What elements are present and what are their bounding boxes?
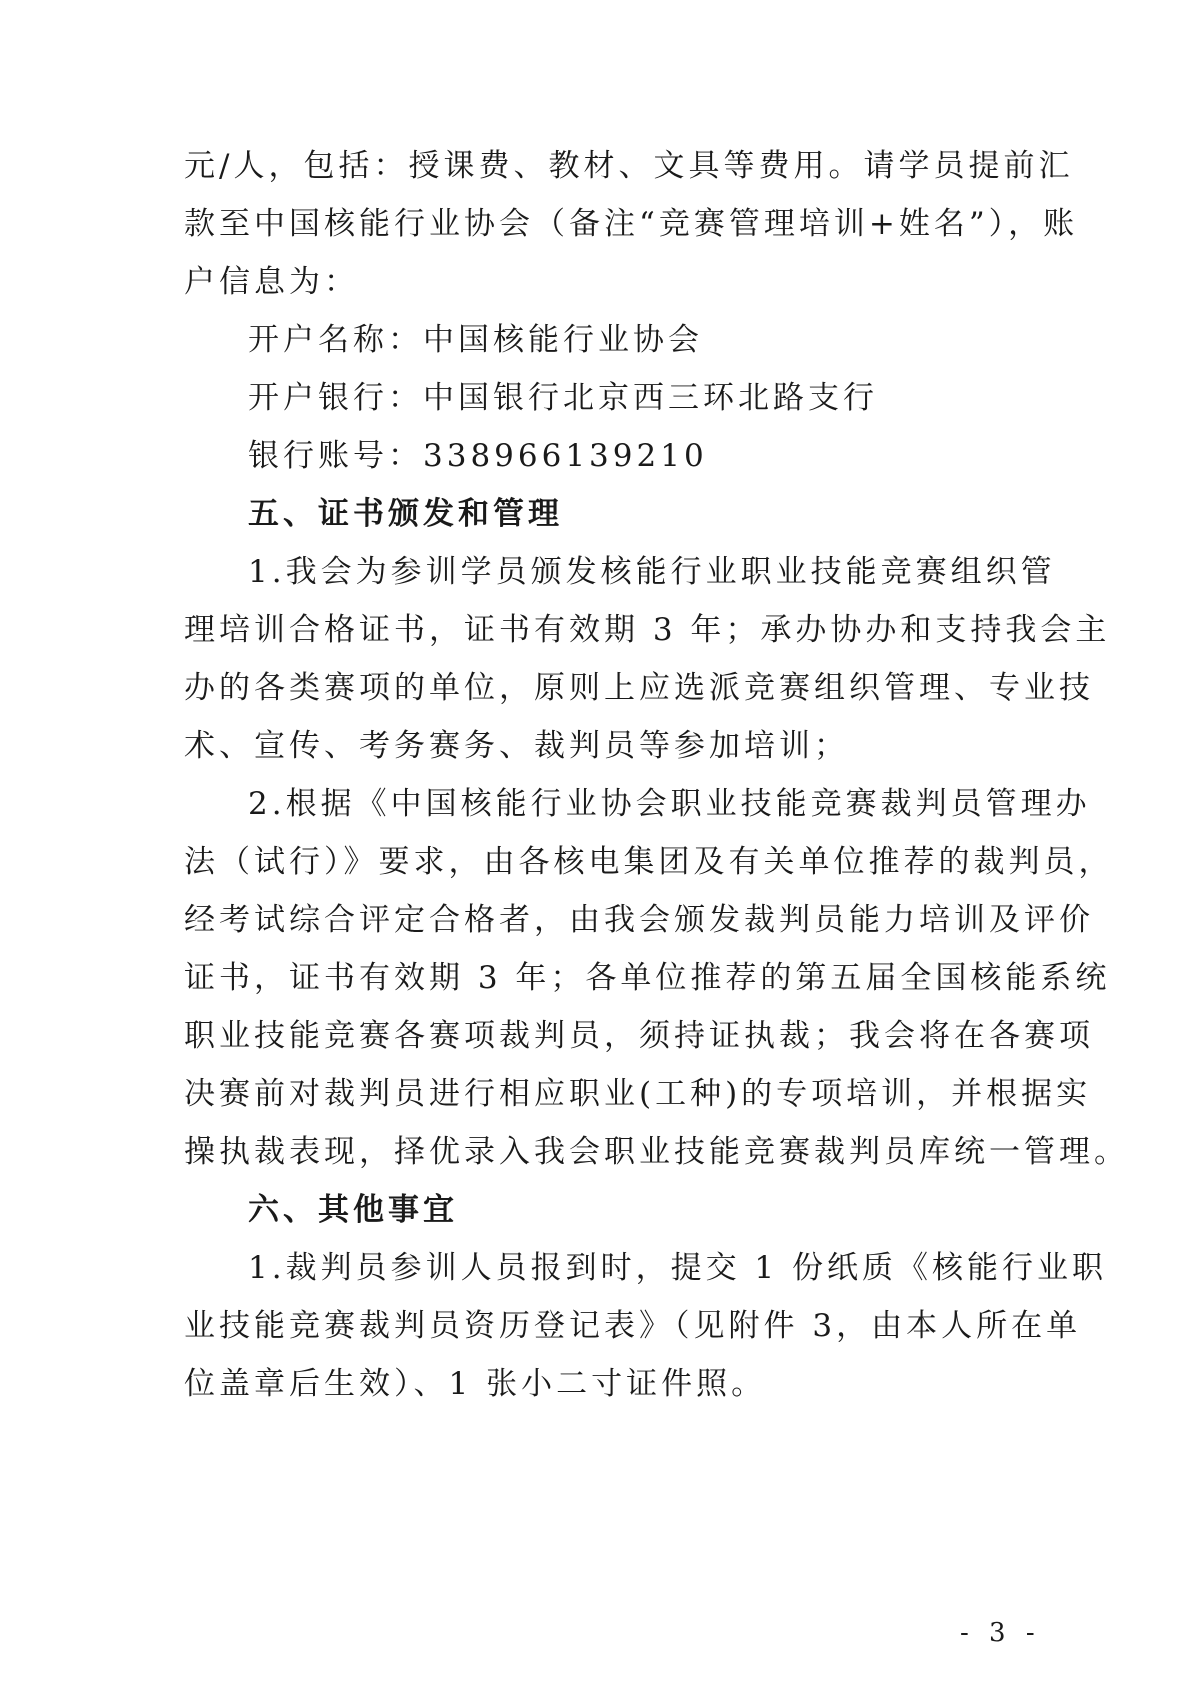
account-bank-line: 开户银行：中国银行北京西三环北路支行 (248, 380, 878, 416)
paragraph-line: 术、宣传、考务赛务、裁判员等参加培训； (184, 728, 849, 764)
paragraph-line: 2.根据《中国核能行业协会职业技能竞赛裁判员管理办 (248, 786, 1091, 822)
paragraph-line: 1.裁判员参训人员报到时，提交 1 份纸质《核能行业职 (248, 1250, 1108, 1286)
paragraph-line: 职业技能竞赛各赛项裁判员，须持证执裁；我会将在各赛项 (184, 1018, 1094, 1054)
paragraph-line: 法（试行）》要求，由各核电集团及有关单位推荐的裁判员， (184, 844, 1114, 880)
paragraph-line: 证书，证书有效期 3 年；各单位推荐的第五届全国核能系统 (184, 960, 1111, 996)
paragraph-line: 款至中国核能行业协会（备注“竞赛管理培训+姓名”），账 (184, 206, 1079, 242)
account-number-line: 银行账号：338966139210 (248, 438, 708, 474)
paragraph-line: 办的各类赛项的单位，原则上应选派竞赛组织管理、专业技 (184, 670, 1094, 706)
section-heading: 五、证书颁发和管理 (248, 496, 563, 532)
paragraph-line: 位盖章后生效）、1 张小二寸证件照。 (184, 1366, 767, 1402)
page-number: - 3 - (960, 1618, 1041, 1648)
paragraph-line: 元/人，包括：授课费、教材、文具等费用。请学员提前汇 (184, 148, 1074, 184)
paragraph-line: 理培训合格证书，证书有效期 3 年；承办协办和支持我会主 (184, 612, 1111, 648)
paragraph-line: 经考试综合评定合格者，由我会颁发裁判员能力培训及评价 (184, 902, 1094, 938)
section-heading: 六、其他事宜 (248, 1192, 458, 1228)
paragraph-line: 决赛前对裁判员进行相应职业(工种)的专项培训，并根据实 (184, 1076, 1092, 1112)
paragraph-line: 1.我会为参训学员颁发核能行业职业技能竞赛组织管 (248, 554, 1056, 590)
account-name-line: 开户名称：中国核能行业协会 (248, 322, 703, 358)
paragraph-line: 操执裁表现，择优录入我会职业技能竞赛裁判员库统一管理。 (184, 1134, 1129, 1170)
paragraph-line: 户信息为： (184, 264, 359, 300)
paragraph-line: 业技能竞赛裁判员资历登记表》（见附件 3，由本人所在单 (184, 1308, 1082, 1344)
